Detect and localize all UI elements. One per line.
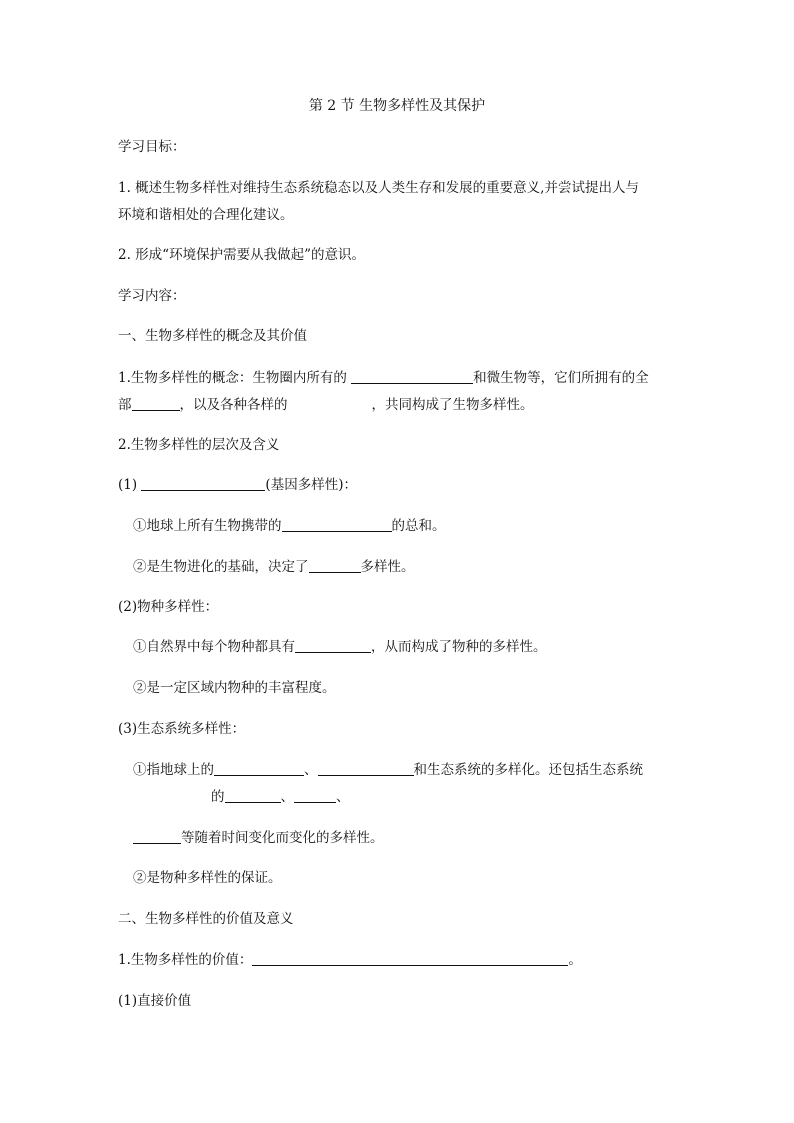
level-1-item-2-text-b: 多样性。	[360, 559, 415, 575]
fill-blank[interactable]	[295, 638, 371, 653]
concept-text-c: 部	[118, 397, 132, 413]
level-1-item-1-text-b: 的总和。	[391, 518, 446, 534]
section-1-heading: 一、生物多样性的概念及其价值	[118, 328, 307, 344]
level-3-item-1-text-a: ①指地球上的	[133, 762, 214, 778]
value-line	[118, 950, 582, 970]
level-2-item-1	[133, 637, 547, 657]
level-3-item-1-text-c: 的	[211, 789, 225, 805]
direct-value-heading: (1)直接价值	[118, 993, 192, 1009]
level-1-item-2-text-a: ②是生物进化的基础，决定了	[133, 559, 309, 575]
level-1-number: (1)	[118, 477, 142, 493]
content-heading: 学习内容：	[118, 288, 186, 304]
objectives-heading: 学习目标：	[118, 139, 186, 155]
fill-blank[interactable]	[252, 951, 568, 966]
concept-text-b: 和微生物等，它们所拥有的全	[473, 370, 649, 386]
level-3-item-1-text-f: 等随着时间变化而变化的多样性。	[181, 830, 384, 846]
level-2-item-1-text-b: ，从而构成了物种的多样性。	[371, 639, 547, 655]
level-1-item-2	[133, 557, 415, 577]
level-2-heading: (2)物种多样性：	[118, 599, 219, 615]
level-3-item-1-text-b: 和生态系统的多样化。还包括生态系统	[413, 762, 643, 778]
fill-blank[interactable]	[133, 829, 181, 844]
level-2-item-1-text-a: ①自然界中每个物种都具有	[133, 639, 295, 655]
level-1-label: (基因多样性)：	[265, 477, 357, 493]
fill-blank[interactable]	[351, 369, 473, 384]
objective-2: 2. 形成“环境保护需要从我做起”的意识。	[118, 247, 365, 263]
level-3-heading: (3)生态系统多样性：	[118, 721, 246, 737]
level-3-item-1-line-1	[133, 760, 643, 780]
concept-text-a: 1.生物多样性的概念：生物圈内所有的	[118, 370, 352, 386]
concept-text-e: ，共同构成了生物多样性。	[371, 397, 534, 413]
value-text-a: 1.生物多样性的价值：	[118, 952, 253, 968]
level-1-item-1	[133, 516, 446, 536]
value-text-b: 。	[568, 952, 582, 968]
fill-blank[interactable]	[294, 788, 336, 803]
page-title: 第 2 节 生物多样性及其保护	[308, 98, 486, 114]
levels-heading: 2.生物多样性的层次及含义	[118, 437, 280, 453]
fill-blank[interactable]	[282, 517, 392, 532]
separator: 、	[304, 762, 318, 778]
fill-blank[interactable]	[214, 761, 304, 776]
level-1-item-1-text-a: ①地球上所有生物携带的	[133, 518, 282, 534]
objective-1-line-2: 环境和谐相处的合理化建议。	[118, 207, 294, 223]
level-1-heading	[118, 475, 357, 495]
level-3-item-1-line-3	[133, 828, 384, 848]
fill-blank[interactable]	[141, 476, 265, 491]
concept-line-2	[118, 395, 534, 415]
level-3-item-1-line-2	[211, 787, 350, 807]
separator: 、	[280, 789, 294, 805]
objective-1-line-1: 1. 概述生物多样性对维持生态系统稳态以及人类生存和发展的重要意义,并尝试提出人与	[118, 180, 639, 196]
fill-blank[interactable]	[309, 558, 361, 573]
separator: 、	[336, 789, 350, 805]
fill-blank[interactable]	[318, 761, 414, 776]
fill-blank[interactable]	[132, 396, 180, 411]
fill-blank[interactable]	[225, 788, 281, 803]
concept-text-d: ，以及各种各样的	[179, 397, 288, 413]
level-2-item-2: ②是一定区域内物种的丰富程度。	[133, 680, 336, 696]
concept-line-1	[118, 368, 649, 388]
section-2-heading: 二、生物多样性的价值及意义	[118, 911, 294, 927]
level-3-item-2: ②是物种多样性的保证。	[133, 870, 282, 886]
